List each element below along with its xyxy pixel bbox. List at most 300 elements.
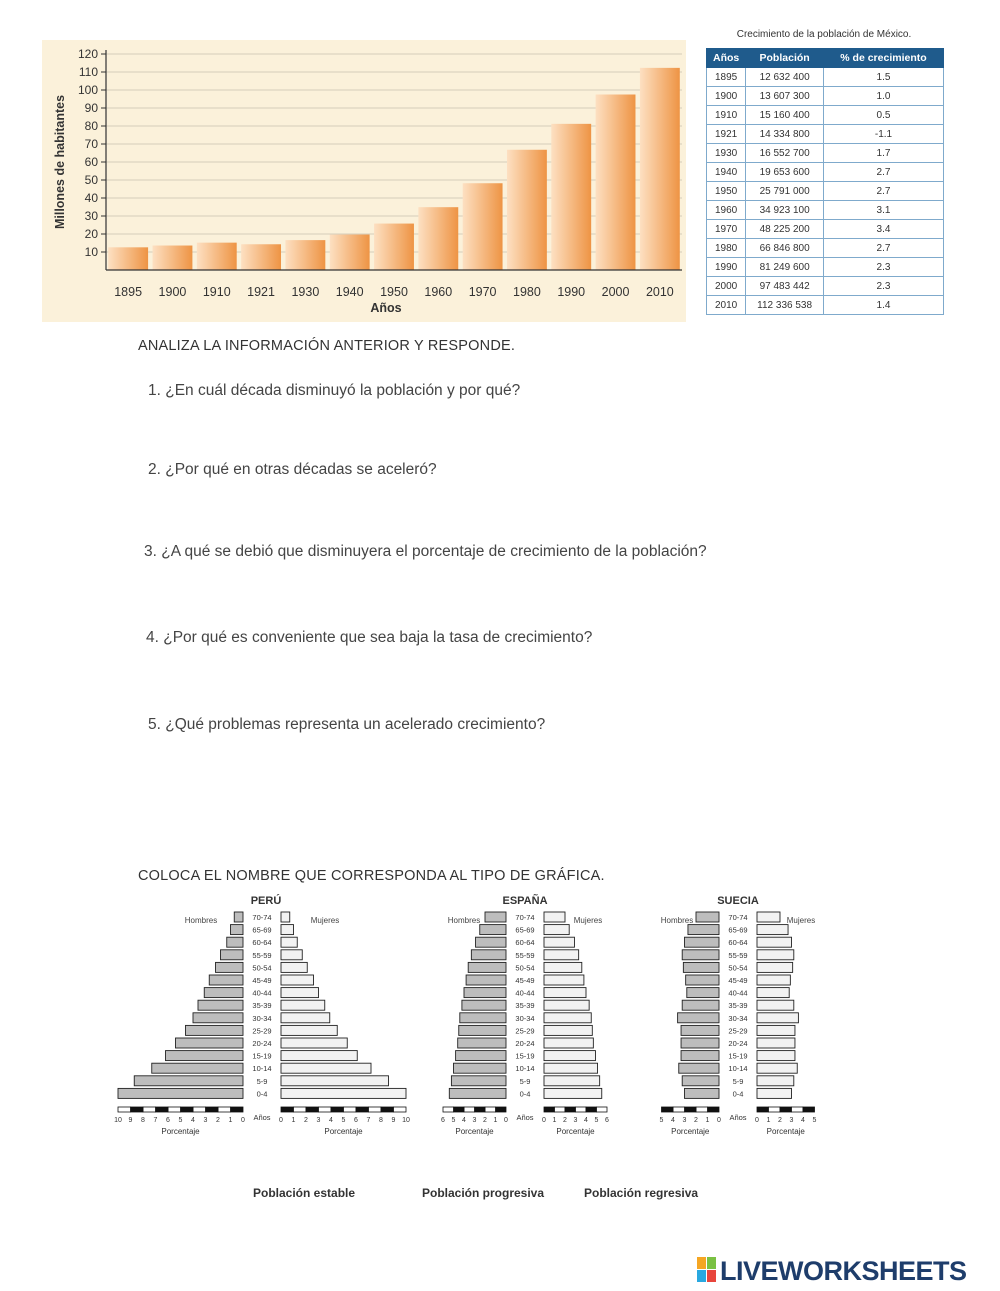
scale-label: 2 xyxy=(216,1117,220,1124)
men-bar xyxy=(683,962,719,972)
scale-segment xyxy=(544,1107,555,1112)
table-cell: 1.5 xyxy=(823,68,943,87)
scale-segment xyxy=(757,1107,769,1112)
table-cell: 25 791 000 xyxy=(746,182,824,201)
scale-segment xyxy=(565,1107,576,1112)
scale-segment xyxy=(576,1107,587,1112)
men-bar xyxy=(118,1088,243,1098)
years-label: Años xyxy=(729,1113,747,1122)
y-tick-label: 70 xyxy=(84,137,98,151)
age-label: 20-24 xyxy=(515,1039,535,1048)
table-cell: 1960 xyxy=(707,201,746,220)
women-bar xyxy=(544,1013,591,1023)
women-label: Mujeres xyxy=(310,916,340,925)
women-bar xyxy=(281,937,297,947)
scale-segment xyxy=(131,1107,144,1112)
age-label: 15-19 xyxy=(252,1051,272,1061)
instruction-heading: ANALIZA LA INFORMACIÓN ANTERIOR Y RESPONDE. xyxy=(138,338,516,354)
scale-label: 5 xyxy=(451,1117,456,1124)
scale-segment xyxy=(306,1107,319,1112)
men-bar xyxy=(681,1051,719,1061)
women-bar xyxy=(757,1063,797,1073)
scale-label: 3 xyxy=(789,1117,794,1124)
table-cell: 3.4 xyxy=(823,220,943,239)
scale-label: 4 xyxy=(462,1117,466,1124)
table-cell: 1.0 xyxy=(823,87,943,106)
women-bar xyxy=(281,925,294,935)
x-tick-label: 2000 xyxy=(601,285,630,299)
table-cell: 2.7 xyxy=(823,182,943,201)
women-bar xyxy=(281,975,314,985)
age-label: 70-74 xyxy=(515,913,535,922)
scale-segment xyxy=(696,1107,708,1112)
age-label: 65-69 xyxy=(252,925,272,935)
table-cell: 81 249 600 xyxy=(746,258,824,277)
women-bar xyxy=(757,962,793,972)
table-cell: 16 552 700 xyxy=(746,144,824,163)
scale-label: 4 xyxy=(671,1117,675,1124)
men-label: Hombres xyxy=(447,916,481,925)
scale-label: 10 xyxy=(114,1117,122,1124)
age-label: 10-14 xyxy=(252,1064,272,1074)
age-label: 70-74 xyxy=(252,913,272,922)
age-label: 30-34 xyxy=(515,1013,535,1023)
table-cell: -1.1 xyxy=(823,125,943,144)
scale-label: 8 xyxy=(379,1117,383,1124)
women-bar xyxy=(544,1025,592,1035)
scale-segment xyxy=(381,1107,394,1112)
scale-label: 5 xyxy=(812,1117,817,1124)
scale-label: 1 xyxy=(552,1117,557,1124)
scale-segment xyxy=(206,1107,219,1112)
men-bar xyxy=(462,1000,506,1010)
table-header-row xyxy=(707,49,944,68)
scale-label: 2 xyxy=(563,1117,567,1124)
y-tick-label: 80 xyxy=(84,119,98,133)
bar-1950 xyxy=(374,224,414,270)
table-cell: 13 607 300 xyxy=(746,87,824,106)
x-tick-label: 1990 xyxy=(557,285,586,299)
table-cell: 66 846 800 xyxy=(746,239,824,258)
bar-1960 xyxy=(418,207,458,270)
x-axis-title: Años xyxy=(370,301,402,315)
x-tick-label: 1940 xyxy=(335,285,364,299)
years-label: Años xyxy=(253,1113,271,1122)
scale-label: 0 xyxy=(755,1117,759,1124)
scale-segment xyxy=(193,1107,206,1112)
table-cell: 14 334 800 xyxy=(746,125,824,144)
men-bar xyxy=(485,912,506,922)
age-label: 45-49 xyxy=(728,976,748,985)
age-label: 5-9 xyxy=(256,1076,268,1086)
scale-segment xyxy=(181,1107,194,1112)
women-bar xyxy=(544,975,584,985)
men-bar xyxy=(688,925,719,935)
age-label: 50-54 xyxy=(252,963,272,973)
axis-label-right: Porcentaje xyxy=(324,1127,363,1136)
table-row xyxy=(707,201,944,220)
age-label: 50-54 xyxy=(515,963,535,973)
age-label: 25-29 xyxy=(515,1026,535,1036)
women-bar xyxy=(757,975,790,985)
population-pyramids xyxy=(0,880,1000,1140)
liveworksheets-icon xyxy=(697,1257,717,1283)
table-cell: 1980 xyxy=(707,239,746,258)
y-tick-label: 30 xyxy=(84,209,98,223)
bar-2000 xyxy=(596,95,636,271)
men-bar xyxy=(468,962,506,972)
table-cell: 2.7 xyxy=(823,239,943,258)
scale-segment xyxy=(475,1107,486,1112)
axis-label-right: Porcentaje xyxy=(766,1127,805,1136)
age-label: 25-29 xyxy=(728,1026,748,1036)
age-label: 60-64 xyxy=(728,938,748,948)
bar-1980 xyxy=(507,150,547,270)
scale-label: 4 xyxy=(191,1117,195,1124)
women-bar xyxy=(544,1088,602,1098)
scale-segment xyxy=(331,1107,344,1112)
men-bar xyxy=(685,1088,720,1098)
women-bar xyxy=(544,988,586,998)
table-cell: 1970 xyxy=(707,220,746,239)
women-bar xyxy=(544,1000,589,1010)
age-label: 15-19 xyxy=(728,1051,748,1061)
scale-label: 2 xyxy=(304,1117,308,1124)
table-cell: 1.7 xyxy=(823,144,943,163)
men-bar xyxy=(460,1013,506,1023)
men-bar xyxy=(687,988,719,998)
age-label: 45-49 xyxy=(515,976,535,985)
scale-label: 3 xyxy=(316,1117,321,1124)
age-label: 15-19 xyxy=(515,1051,535,1061)
y-tick-label: 10 xyxy=(84,245,98,259)
age-label: 5-9 xyxy=(519,1076,531,1086)
age-label: 50-54 xyxy=(728,963,748,973)
scale-label: 1 xyxy=(493,1117,498,1124)
scale-label: 5 xyxy=(341,1117,346,1124)
y-tick-label: 60 xyxy=(84,155,98,169)
bar-1895 xyxy=(108,247,148,270)
scale-label: 1 xyxy=(705,1117,710,1124)
scale-label: 1 xyxy=(228,1117,233,1124)
scale-label: 2 xyxy=(778,1117,782,1124)
men-bar xyxy=(685,937,720,947)
axis-label-left: Porcentaje xyxy=(455,1127,494,1136)
women-bar xyxy=(281,1025,337,1035)
table-cell: 1940 xyxy=(707,163,746,182)
age-label: 55-59 xyxy=(515,950,535,960)
scale-segment xyxy=(780,1107,792,1112)
option-progresiva[interactable]: Población progresiva xyxy=(422,1186,545,1200)
x-tick-label: 2010 xyxy=(645,285,674,299)
men-bar xyxy=(480,925,506,935)
women-bar xyxy=(757,1076,794,1086)
scale-label: 2 xyxy=(483,1117,487,1124)
scale-label: 4 xyxy=(801,1117,805,1124)
scale-segment xyxy=(369,1107,382,1112)
scale-segment xyxy=(555,1107,566,1112)
pyramid-title: ESPAÑA xyxy=(502,895,548,907)
bar-1970 xyxy=(463,183,503,270)
age-label: 55-59 xyxy=(252,950,272,960)
axis-label-left: Porcentaje xyxy=(161,1127,200,1136)
age-label: 0-4 xyxy=(732,1089,744,1099)
table-row xyxy=(707,277,944,296)
table-cell: 2000 xyxy=(707,277,746,296)
scale-label: 6 xyxy=(441,1117,445,1124)
women-bar xyxy=(544,1051,595,1061)
y-tick-label: 40 xyxy=(84,191,98,205)
y-axis-title: Millones de habitantes xyxy=(53,94,67,230)
women-bar xyxy=(281,1088,406,1098)
women-bar xyxy=(544,925,569,935)
question-1: 1. ¿En cuál década disminuyó la población y por qué? xyxy=(148,382,521,399)
men-bar xyxy=(166,1051,244,1061)
age-label: 65-69 xyxy=(728,925,748,935)
pyramid-2 xyxy=(660,895,817,1136)
brand-logo xyxy=(697,1256,967,1287)
women-bar xyxy=(757,1038,795,1048)
table-row xyxy=(707,239,944,258)
age-label: 40-44 xyxy=(515,988,535,998)
table-cell: 1910 xyxy=(707,106,746,125)
scale-label: 6 xyxy=(354,1117,358,1124)
men-bar xyxy=(471,950,506,960)
women-bar xyxy=(281,1051,357,1061)
table-cell: 34 923 100 xyxy=(746,201,824,220)
men-bar xyxy=(459,1025,506,1035)
age-label: 10-14 xyxy=(728,1064,748,1074)
table-cell: 2.3 xyxy=(823,277,943,296)
scale-label: 5 xyxy=(659,1117,664,1124)
women-bar xyxy=(281,1076,389,1086)
women-bar xyxy=(281,962,307,972)
age-label: 25-29 xyxy=(252,1026,272,1036)
y-tick-label: 120 xyxy=(77,47,98,61)
table-cell: 0.5 xyxy=(823,106,943,125)
women-bar xyxy=(757,1025,795,1035)
men-bar xyxy=(696,912,719,922)
scale-label: 3 xyxy=(203,1117,208,1124)
age-label: 60-64 xyxy=(252,938,272,948)
table-cell: 48 225 200 xyxy=(746,220,824,239)
men-label: Hombres xyxy=(660,916,694,925)
men-bar xyxy=(152,1063,243,1073)
table-cell: 2.3 xyxy=(823,258,943,277)
scale-segment xyxy=(443,1107,454,1112)
age-label: 60-64 xyxy=(515,938,535,948)
x-tick-label: 1921 xyxy=(247,285,275,299)
axis-label-left: Porcentaje xyxy=(671,1127,710,1136)
bar-2010 xyxy=(640,68,680,270)
table-cell: 19 653 600 xyxy=(746,163,824,182)
scale-label: 7 xyxy=(366,1117,371,1124)
men-bar xyxy=(221,950,244,960)
women-bar xyxy=(544,912,565,922)
scale-label: 6 xyxy=(605,1117,609,1124)
age-label: 45-49 xyxy=(252,976,272,985)
women-bar xyxy=(757,988,789,998)
women-bar xyxy=(757,925,788,935)
table-row xyxy=(707,144,944,163)
table-cell: 1921 xyxy=(707,125,746,144)
women-bar xyxy=(757,937,792,947)
age-label: 35-39 xyxy=(515,1001,535,1011)
table-cell: 1930 xyxy=(707,144,746,163)
x-tick-label: 1980 xyxy=(513,285,541,299)
men-bar xyxy=(227,937,243,947)
x-tick-label: 1900 xyxy=(158,285,187,299)
women-bar xyxy=(544,950,579,960)
bar-chart-panel xyxy=(42,40,686,322)
instruction-heading-2: COLOCA EL NOMBRE QUE CORRESPONDA AL TIPO DE GRÁFICA. xyxy=(138,868,605,884)
scale-segment xyxy=(803,1107,815,1112)
women-bar xyxy=(281,912,290,922)
table-row xyxy=(707,87,944,106)
option-estable[interactable]: Población estable xyxy=(253,1186,356,1200)
men-bar xyxy=(231,925,244,935)
scale-segment xyxy=(294,1107,307,1112)
pyramid-title: SUECIA xyxy=(717,895,759,907)
men-bar xyxy=(454,1063,507,1073)
question-3: 3. ¿A qué se debió que disminuyera el porcentaje de crecimiento de la población? xyxy=(144,543,707,560)
men-bar xyxy=(456,1051,506,1061)
men-bar xyxy=(198,1000,243,1010)
women-bar xyxy=(757,1088,792,1098)
scale-segment xyxy=(218,1107,231,1112)
scale-label: 0 xyxy=(279,1117,283,1124)
scale-label: 3 xyxy=(472,1117,477,1124)
women-bar xyxy=(281,1000,325,1010)
scale-segment xyxy=(496,1107,507,1112)
scale-label: 4 xyxy=(329,1117,333,1124)
scale-label: 5 xyxy=(594,1117,599,1124)
age-label: 35-39 xyxy=(252,1001,272,1011)
table-row xyxy=(707,220,944,239)
scale-segment xyxy=(281,1107,294,1112)
scale-segment xyxy=(792,1107,804,1112)
age-label: 30-34 xyxy=(252,1013,272,1023)
age-label: 40-44 xyxy=(728,988,748,998)
scale-label: 10 xyxy=(402,1117,410,1124)
women-bar xyxy=(544,1063,598,1073)
women-bar xyxy=(757,1000,794,1010)
table-cell: 112 336 538 xyxy=(746,296,824,315)
scale-segment xyxy=(597,1107,608,1112)
scale-segment xyxy=(231,1107,244,1112)
scale-label: 0 xyxy=(542,1117,546,1124)
scale-segment xyxy=(586,1107,597,1112)
bar-1940 xyxy=(330,235,370,270)
scale-segment xyxy=(344,1107,357,1112)
women-bar xyxy=(281,1013,330,1023)
women-label: Mujeres xyxy=(573,916,603,925)
bar-1910 xyxy=(197,243,237,270)
age-label: 10-14 xyxy=(515,1064,535,1074)
scale-segment xyxy=(356,1107,369,1112)
bar-1900 xyxy=(153,246,193,270)
table-title: Crecimiento de la población de México. xyxy=(736,29,912,40)
scale-segment xyxy=(464,1107,475,1112)
scale-segment xyxy=(319,1107,332,1112)
table-row xyxy=(707,68,944,87)
table-header-cell: Años xyxy=(707,49,746,68)
men-bar xyxy=(681,1025,719,1035)
men-bar xyxy=(234,912,243,922)
scale-segment xyxy=(485,1107,496,1112)
y-tick-label: 20 xyxy=(84,227,98,241)
women-bar xyxy=(281,1038,347,1048)
scale-label: 6 xyxy=(166,1117,170,1124)
table-cell: 12 632 400 xyxy=(746,68,824,87)
table-cell: 1990 xyxy=(707,258,746,277)
scale-segment xyxy=(168,1107,181,1112)
age-label: 70-74 xyxy=(728,913,748,922)
age-label: 65-69 xyxy=(515,925,535,935)
scale-segment xyxy=(685,1107,697,1112)
age-label: 55-59 xyxy=(728,950,748,960)
scale-label: 3 xyxy=(573,1117,578,1124)
table-cell: 1.4 xyxy=(823,296,943,315)
women-bar xyxy=(281,1063,371,1073)
women-bar xyxy=(757,950,794,960)
axis-label-right: Porcentaje xyxy=(556,1127,595,1136)
women-bar xyxy=(757,912,780,922)
men-bar xyxy=(678,1013,719,1023)
scale-segment xyxy=(662,1107,674,1112)
scale-segment xyxy=(156,1107,169,1112)
years-label: Años xyxy=(516,1113,534,1122)
scale-label: 3 xyxy=(682,1117,687,1124)
scale-label: 1 xyxy=(766,1117,771,1124)
y-tick-label: 50 xyxy=(84,173,98,187)
men-bar xyxy=(476,937,506,947)
scale-segment xyxy=(673,1107,685,1112)
women-bar xyxy=(281,988,319,998)
women-bar xyxy=(544,1038,593,1048)
scale-segment xyxy=(143,1107,156,1112)
option-regresiva[interactable]: Población regresiva xyxy=(584,1186,699,1200)
population-table-block xyxy=(702,26,946,315)
age-label: 35-39 xyxy=(728,1001,748,1011)
scale-segment xyxy=(454,1107,465,1112)
women-bar xyxy=(757,1051,795,1061)
scale-label: 0 xyxy=(717,1117,721,1124)
men-label: Hombres xyxy=(184,916,218,925)
scale-segment xyxy=(708,1107,720,1112)
question-5: 5. ¿Qué problemas representa un acelerado crecimiento? xyxy=(148,716,546,733)
x-tick-label: 1930 xyxy=(291,285,320,299)
scale-label: 0 xyxy=(241,1117,245,1124)
y-tick-label: 110 xyxy=(78,65,98,79)
scale-label: 4 xyxy=(584,1117,588,1124)
women-bar xyxy=(757,1013,798,1023)
men-bar xyxy=(682,950,719,960)
women-label: Mujeres xyxy=(786,916,816,925)
men-bar xyxy=(686,975,719,985)
age-label: 40-44 xyxy=(252,988,272,998)
table-cell: 3.1 xyxy=(823,201,943,220)
question-4: 4. ¿Por qué es conveniente que sea baja la tasa de crecimiento? xyxy=(146,629,593,646)
table-row xyxy=(707,296,944,315)
bar-1921 xyxy=(241,244,281,270)
table-cell: 1900 xyxy=(707,87,746,106)
brand-text: LIVEWORKSHEETS xyxy=(720,1256,967,1286)
x-tick-label: 1895 xyxy=(114,285,143,299)
bar-chart xyxy=(42,40,686,322)
table-cell: 2010 xyxy=(707,296,746,315)
men-bar xyxy=(134,1076,243,1086)
